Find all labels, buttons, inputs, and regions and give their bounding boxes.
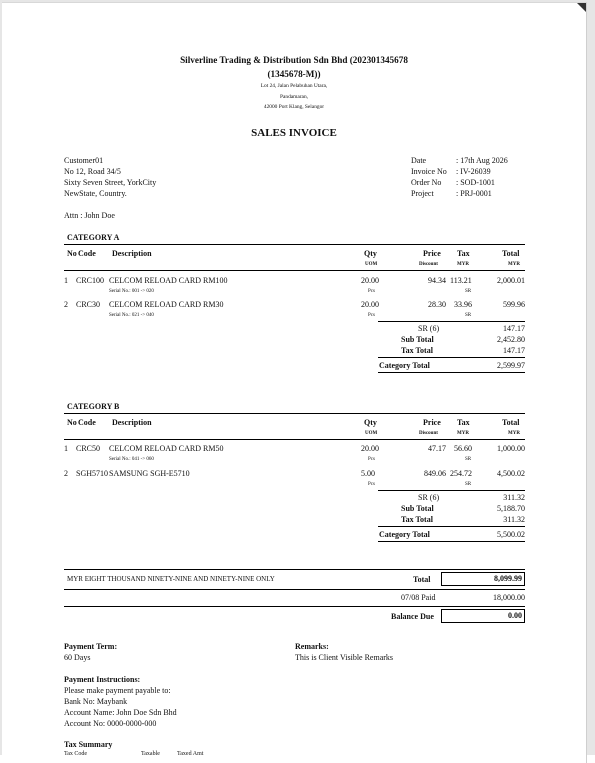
- taxtotal-label: Tax Total: [401, 515, 433, 524]
- payment-instruction-line: Bank No: Maybank: [64, 697, 128, 706]
- attention: Attn : John Doe: [64, 211, 115, 220]
- meta-value: : IV-26039: [456, 167, 491, 176]
- customer-line: Sixty Seven Street, YorkCity: [64, 178, 157, 187]
- col-total-myr: MYR: [508, 431, 520, 436]
- item-no: 2: [64, 300, 68, 309]
- tax-summary-col: Tax Code: [64, 751, 88, 757]
- summary-rule: [64, 606, 525, 607]
- col-tax: Tax: [457, 249, 470, 258]
- col-price: Price: [423, 418, 441, 427]
- col-no: No: [67, 249, 77, 258]
- totals-rule: [378, 526, 525, 527]
- meta-value: : PRJ-0001: [456, 189, 492, 198]
- item-price: 47.17: [428, 444, 446, 453]
- col-tax-myr: MYR: [457, 262, 469, 267]
- item-description: CELCOM RELOAD CARD RM30: [109, 300, 224, 309]
- paid-value: 18,000.00: [493, 593, 525, 602]
- subtotal-label: Sub Total: [401, 504, 434, 513]
- category-title: CATEGORY B: [67, 402, 120, 411]
- item-taxcode: SR: [465, 457, 472, 462]
- meta-value: : 17th Aug 2026: [456, 156, 508, 165]
- totals-rule: [378, 490, 525, 491]
- item-uom: Pcs: [368, 289, 375, 294]
- payment-instructions-label: Payment Instructions:: [64, 675, 141, 684]
- item-tax: 56.60: [454, 444, 472, 453]
- item-qty: 20.00: [361, 300, 379, 309]
- taxtotal-label: Tax Total: [401, 346, 433, 355]
- header-rule: [64, 244, 525, 245]
- col-qty: Qty: [364, 418, 377, 427]
- item-no: 2: [64, 469, 68, 478]
- item-code: CRC50: [76, 444, 101, 453]
- item-serial: Serial No.: 041 -> 060: [109, 457, 154, 462]
- tax-summary-col: Taxed Amt: [177, 751, 204, 757]
- item-description: CELCOM RELOAD CARD RM100: [109, 276, 228, 285]
- item-serial: Serial No.: 001 -> 020: [109, 289, 154, 294]
- col-discount: Discount: [419, 431, 438, 436]
- totals-rule: [378, 357, 525, 358]
- customer-line: NewState, Country.: [64, 189, 127, 198]
- subtotal-value: 5,188.70: [497, 504, 525, 513]
- item-description: SAMSUNG SGH-E5710: [109, 469, 190, 478]
- item-qty: 20.00: [361, 444, 379, 453]
- col-uom: UOM: [365, 262, 378, 267]
- customer-line: Customer01: [64, 156, 104, 165]
- col-tax-myr: MYR: [457, 431, 469, 436]
- subtotal-value: 2,452.80: [497, 335, 525, 344]
- item-code: CRC30: [76, 300, 101, 309]
- customer-line: No 12, Road 34/5: [64, 167, 121, 176]
- company-address-2: Pandamaran,: [280, 94, 308, 100]
- col-tax: Tax: [457, 418, 470, 427]
- payment-instruction-line: Account Name: John Doe Sdn Bhd: [64, 708, 177, 717]
- item-uom: Pcs: [368, 482, 375, 487]
- item-uom: Pcs: [368, 457, 375, 462]
- item-no: 1: [64, 444, 68, 453]
- category-title: CATEGORY A: [67, 233, 120, 242]
- remarks-label: Remarks:: [295, 642, 329, 651]
- item-price: 849.06: [424, 469, 446, 478]
- subtotal-label: Sub Total: [401, 335, 434, 344]
- item-tax: 113.21: [450, 276, 472, 285]
- col-description: Description: [112, 249, 152, 258]
- document-title: SALES INVOICE: [251, 127, 337, 139]
- item-price: 94.34: [428, 276, 446, 285]
- item-price: 28.30: [428, 300, 446, 309]
- header-rule: [64, 439, 525, 440]
- item-qty: 5.00: [361, 469, 375, 478]
- meta-value: : SOD-1001: [456, 178, 495, 187]
- invoice-page: [2, 2, 587, 763]
- payment-term-label: Payment Term:: [64, 642, 118, 651]
- item-no: 1: [64, 276, 68, 285]
- taxtotal-value: 311.32: [503, 515, 525, 524]
- totals-rule: [378, 321, 525, 322]
- company-address-1: Lot 24, Jalan Pelabuhan Utara,: [260, 83, 328, 89]
- item-code: CRC100: [76, 276, 105, 285]
- meta-label: Order No: [411, 178, 442, 187]
- col-code: Code: [78, 418, 96, 427]
- company-name: Silverline Trading & Distribution Sdn Bhd (202301345678: [180, 55, 408, 65]
- company-address-3: 42000 Port Klang, Selangor: [263, 104, 325, 110]
- item-total: 599.96: [503, 300, 525, 309]
- sr-label: SR (6): [418, 324, 440, 333]
- company-reg: (1345678-M)): [267, 69, 321, 79]
- payment-term-value: 60 Days: [64, 653, 91, 662]
- col-total-myr: MYR: [508, 262, 520, 267]
- tax-summary-title: Tax Summary: [64, 740, 113, 749]
- tax-summary-col: Taxable: [141, 751, 160, 757]
- payment-instruction-line: Account No: 0000-0000-000: [64, 719, 157, 728]
- item-serial: Serial No.: 021 -> 040: [109, 313, 154, 318]
- col-qty: Qty: [364, 249, 377, 258]
- header-rule: [64, 413, 525, 414]
- sr-label: SR (6): [418, 493, 440, 502]
- item-description: CELCOM RELOAD CARD RM50: [109, 444, 224, 453]
- item-taxcode: SR: [465, 289, 472, 294]
- meta-label: Project: [411, 189, 434, 198]
- col-code: Code: [78, 249, 96, 258]
- item-total: 4,500.02: [497, 469, 525, 478]
- remarks-value: This is Client Visible Remarks: [295, 653, 394, 662]
- page-corner: [577, 3, 586, 12]
- category-total-label: Category Total: [379, 361, 430, 370]
- category-total-value: 2,599.97: [497, 361, 525, 370]
- item-qty: 20.00: [361, 276, 379, 285]
- totals-rule: [378, 372, 525, 373]
- sr-value: 147.17: [503, 324, 525, 333]
- col-total: Total: [502, 418, 520, 427]
- grand-total-value: 8,099.99: [494, 574, 522, 583]
- item-uom: Pcs: [368, 313, 375, 318]
- item-code: SGH5710: [76, 469, 109, 478]
- taxtotal-value: 147.17: [503, 346, 525, 355]
- col-uom: UOM: [365, 431, 378, 436]
- summary-rule: [64, 569, 525, 570]
- item-taxcode: SR: [465, 313, 472, 318]
- header-rule: [64, 270, 525, 271]
- col-total: Total: [502, 249, 520, 258]
- payment-instruction-line: Please make payment payable to:: [64, 686, 171, 695]
- grand-total-label: Total: [413, 575, 431, 584]
- balance-due-label: Balance Due: [391, 612, 434, 621]
- col-price: Price: [423, 249, 441, 258]
- paid-label: 07/08 Paid: [401, 593, 436, 602]
- sr-value: 311.32: [503, 493, 525, 502]
- col-no: No: [67, 418, 77, 427]
- item-tax: 33.96: [454, 300, 472, 309]
- col-discount: Discount: [419, 262, 438, 267]
- summary-rule: [64, 589, 525, 590]
- amount-in-words: MYR EIGHT THOUSAND NINETY-NINE AND NINETY-NINE ONLY: [67, 575, 275, 583]
- category-total-value: 5,500.02: [497, 530, 525, 539]
- item-total: 2,000.01: [497, 276, 525, 285]
- item-total: 1,000.00: [497, 444, 525, 453]
- category-total-label: Category Total: [379, 530, 430, 539]
- totals-rule: [378, 541, 525, 542]
- col-description: Description: [112, 418, 152, 427]
- meta-label: Date: [411, 156, 427, 165]
- balance-due-value: 0.00: [508, 611, 522, 620]
- item-tax: 254.72: [450, 469, 472, 478]
- meta-label: Invoice No: [411, 167, 447, 176]
- item-taxcode: SR: [465, 482, 472, 487]
